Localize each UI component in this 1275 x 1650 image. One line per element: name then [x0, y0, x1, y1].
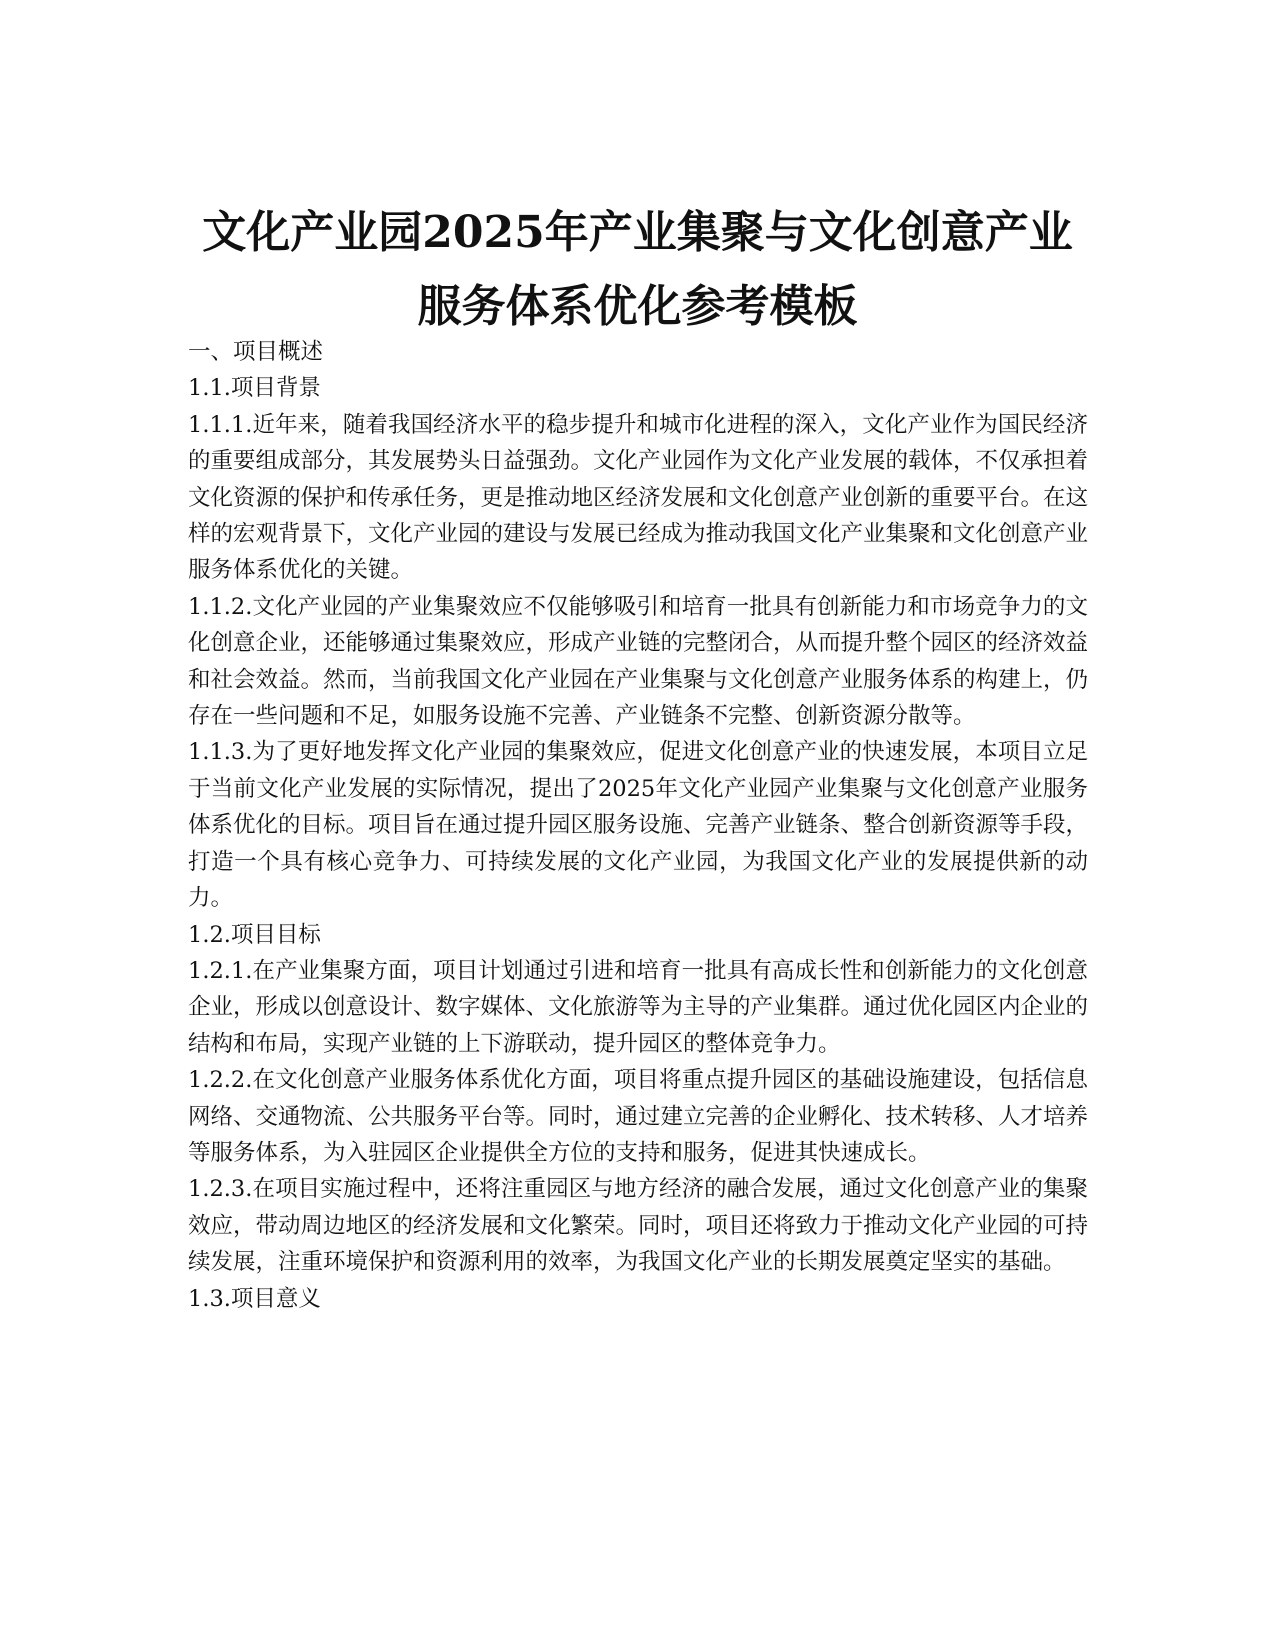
- paragraph-1-1-1: 1.1.1.近年来，随着我国经济水平的稳步提升和城市化进程的深入，文化产业作为国民经济的重要组成部分，其发展势头日益强劲。文化产业园作为文化产业发展的载体，不仅承担着文化资源的保护和传承任务，更是推动地区经济发展和文化创意产业创新的重要平台。在这样的宏观背景下，文化产业园的建设与发展已经成为推动我国文化产业集聚和文化创意产业服务体系优化的关键。: [188, 411, 1089, 584]
- paragraph-1-1-3: 1.1.3.为了更好地发挥文化产业园的集聚效应，促进文化创意产业的快速发展，本项目立足于当前文化产业发展的实际情况，提出了2025年文化产业园产业集聚与文化创意产业服务体系优化的目标。项目旨在通过提升园区服务设施、完善产业链条、整合创新资源等手段，打造一个具有核心竞争力、可持续发展的文化产业园，为我国文化产业的发展提供新的动力。: [188, 739, 1089, 912]
- subsection-heading-1-3: 1.3.项目意义: [188, 1285, 321, 1312]
- subsection-heading-1-2: 1.2.项目目标: [188, 921, 321, 948]
- paragraph-1-1-2: 1.1.2.文化产业园的产业集聚效应不仅能够吸引和培育一批具有创新能力和市场竞争力的文化创意企业，还能够通过集聚效应，形成产业链的完整闭合，从而提升整个园区的经济效益和社会效益。然而，当前我国文化产业园在产业集聚与文化创意产业服务体系的构建上，仍存在一些问题和不足，如服务设施不完善、产业链条不完整、创新资源分散等。: [188, 593, 1089, 730]
- document-body: [188, 334, 1088, 1317]
- title-line-2: 服务体系优化参考模板: [417, 281, 858, 332]
- subsection-heading-1-1: 1.1.项目背景: [188, 375, 321, 402]
- paragraph-1-2-2: 1.2.2.在文化创意产业服务体系优化方面，项目将重点提升园区的基础设施建设，包括信息网络、交通物流、公共服务平台等。同时，通过建立完善的企业孵化、技术转移、人才培养等服务体系，为入驻园区企业提供全方位的支持和服务，促进其快速成长。: [188, 1067, 1089, 1166]
- paragraph-1-2-3: 1.2.3.在项目实施过程中，还将注重园区与地方经济的融合发展，通过文化创意产业的集聚效应，带动周边地区的经济发展和文化繁荣。同时，项目还将致力于推动文化产业园的可持续发展，注重环境保护和资源利用的效率，为我国文化产业的长期发展奠定坚实的基础。: [188, 1176, 1089, 1276]
- section-heading-1: 一、项目概述: [188, 339, 324, 365]
- document-title: [170, 196, 1105, 344]
- paragraph-1-2-1: 1.2.1.在产业集聚方面，项目计划通过引进和培育一批具有高成长性和创新能力的文化创意企业，形成以创意设计、数字媒体、文化旅游等为主导的产业集群。通过优化园区内企业的结构和布局，实现产业链的上下游联动，提升园区的整体竞争力。: [188, 957, 1089, 1057]
- title-line-1: 文化产业园2025年产业集聚与文化创意产业: [202, 207, 1073, 258]
